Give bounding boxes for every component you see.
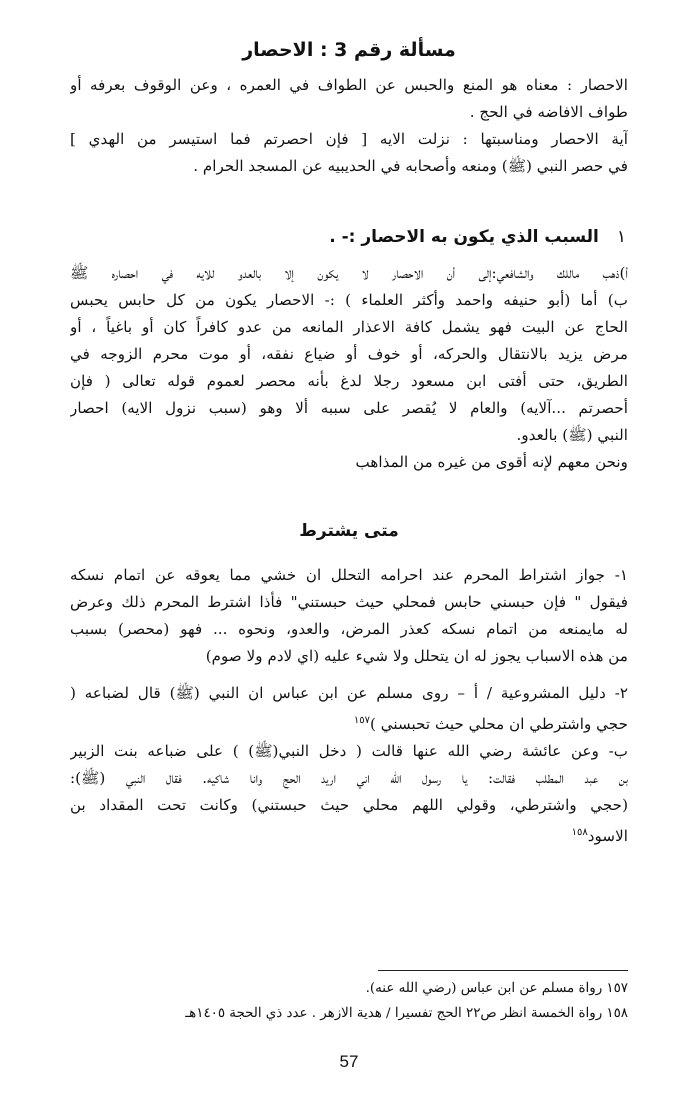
text-line: الطريق، حتى أفتى ابن مسعود رجلا لدغ بأنه محصر لعموم قوله تعالى ( فإن — [70, 372, 628, 390]
when-paragraph — [70, 562, 628, 670]
intro-paragraph — [70, 72, 628, 180]
text-line: الاحصار : معناه هو المنع والحبس عن الطواف في العمره ، وعن الوقوف بعرفه أو — [70, 76, 628, 94]
footnote-ref: ١٥٨ — [571, 827, 588, 839]
text-line: ٢- دليل المشروعية / أ – روى مسلم عن ابن عباس ان النبي (ﷺ) قال لضباعه ( — [70, 684, 628, 702]
text-segment: الاسود — [587, 827, 628, 846]
section-heading-text: السبب الذي يكون به الاحصار :- . — [329, 227, 599, 247]
footnote-ref: ١٥٧ — [353, 715, 370, 726]
section-heading-when: متى يشترط — [299, 521, 399, 541]
text-line: طواف الافاضه في الحج . — [469, 103, 628, 121]
page-title: مسألة رقم 3 : الاحصار — [242, 39, 456, 61]
text-line: النبي (ﷺ) بالعدو. — [516, 426, 628, 444]
text-line: فيقول " فإن حبسني حابس فمحلي حيث حبستني" فأذا اشترط المحرم ذلك وعرض — [70, 593, 628, 611]
footnote: ١٥٧ رواة مسلم عن ابن عباس (رضي الله عنه). — [365, 981, 628, 996]
text-line: من هذه الاسباب يجوز له ان يتحلل ولا شيء عليه (اي لادم ولا صوم) — [205, 647, 628, 665]
section-number: ١ — [616, 227, 626, 247]
page-number: 57 — [339, 1052, 359, 1071]
section-heading-cause — [60, 224, 626, 250]
text-line: (حجي واشترطي، وقولي اللهم محلي حيث حبستني) وكانت تحت المقداد بن — [70, 796, 628, 815]
text-line: مرض يزيد بالانتقال والحركه، أو خوف أو ضياع نفقه، أو موت محرم الزوجه في — [70, 345, 628, 363]
text-line: ب) أما (أبو حنيفه واحمد وأكثر العلماء ) :- الاحصار يكون من كل حابس يحبس — [70, 291, 628, 309]
footnotes — [80, 976, 628, 1026]
text-line: الحاج عن البيت فهو يشمل كافة الاعذار المانعه من عدو كافراً كان أو باغياً ، أو — [70, 318, 628, 336]
text-segment: حجي واشترطي ان محلي حيث تحبسني ) — [369, 715, 628, 734]
text-line: ب- وعن عائشة رضي الله عنها قالت ( دخل النبي(ﷺ) ) على ضباعه بنت الزبير — [70, 742, 628, 761]
text-line: ١- جواز اشتراط المحرم عند احرامه التحلل ان خشي مما يعوقه عن اتمام نسكه — [70, 566, 628, 584]
evidence-paragraph — [70, 680, 628, 850]
text-line: له مايمنعه من اتمام نسكه كعذر المرض، والعدو، ونحوه ... فهو (محصر) بسبب — [70, 620, 628, 638]
cause-paragraph — [70, 260, 628, 476]
text-line: ونحن معهم لإنه أقوى من غيره من المذاهب — [355, 453, 628, 471]
text-line: في حصر النبي (ﷺ) ومنعه وأصحابه في الحديبيه عن المسجد الحرام . — [193, 157, 628, 175]
footnote: ١٥٨ رواة الخمسة انظر ص٢٢ الحج تفسيرا / هدية الازهر . عدد ذي الحجة ١٤٠٥هـ — [185, 1006, 628, 1021]
text-line — [70, 707, 628, 738]
footnote-divider — [378, 970, 628, 971]
text-line: أ)ذهب ماللك والشافعي:إلى أن الاحصار لا يكون إلا بالعدو للايه في احصاره ﷺ — [70, 264, 628, 282]
text-line: بن عبد المطلب فقالت: يا رسول الله اني اريد الحج وانا شاكيه. فقال النبي (ﷺ): — [70, 769, 628, 788]
text-line: آية الاحصار ومناسبتها : نزلت الايه [ فإن احصرتم فما استيسر من الهدي ] — [70, 130, 628, 148]
text-line: أحصرتم ...آلايه) والعام لا يُقصر على سببه ألا وهو (سبب نزول الايه) احصار — [70, 399, 628, 417]
text-line — [70, 819, 628, 850]
